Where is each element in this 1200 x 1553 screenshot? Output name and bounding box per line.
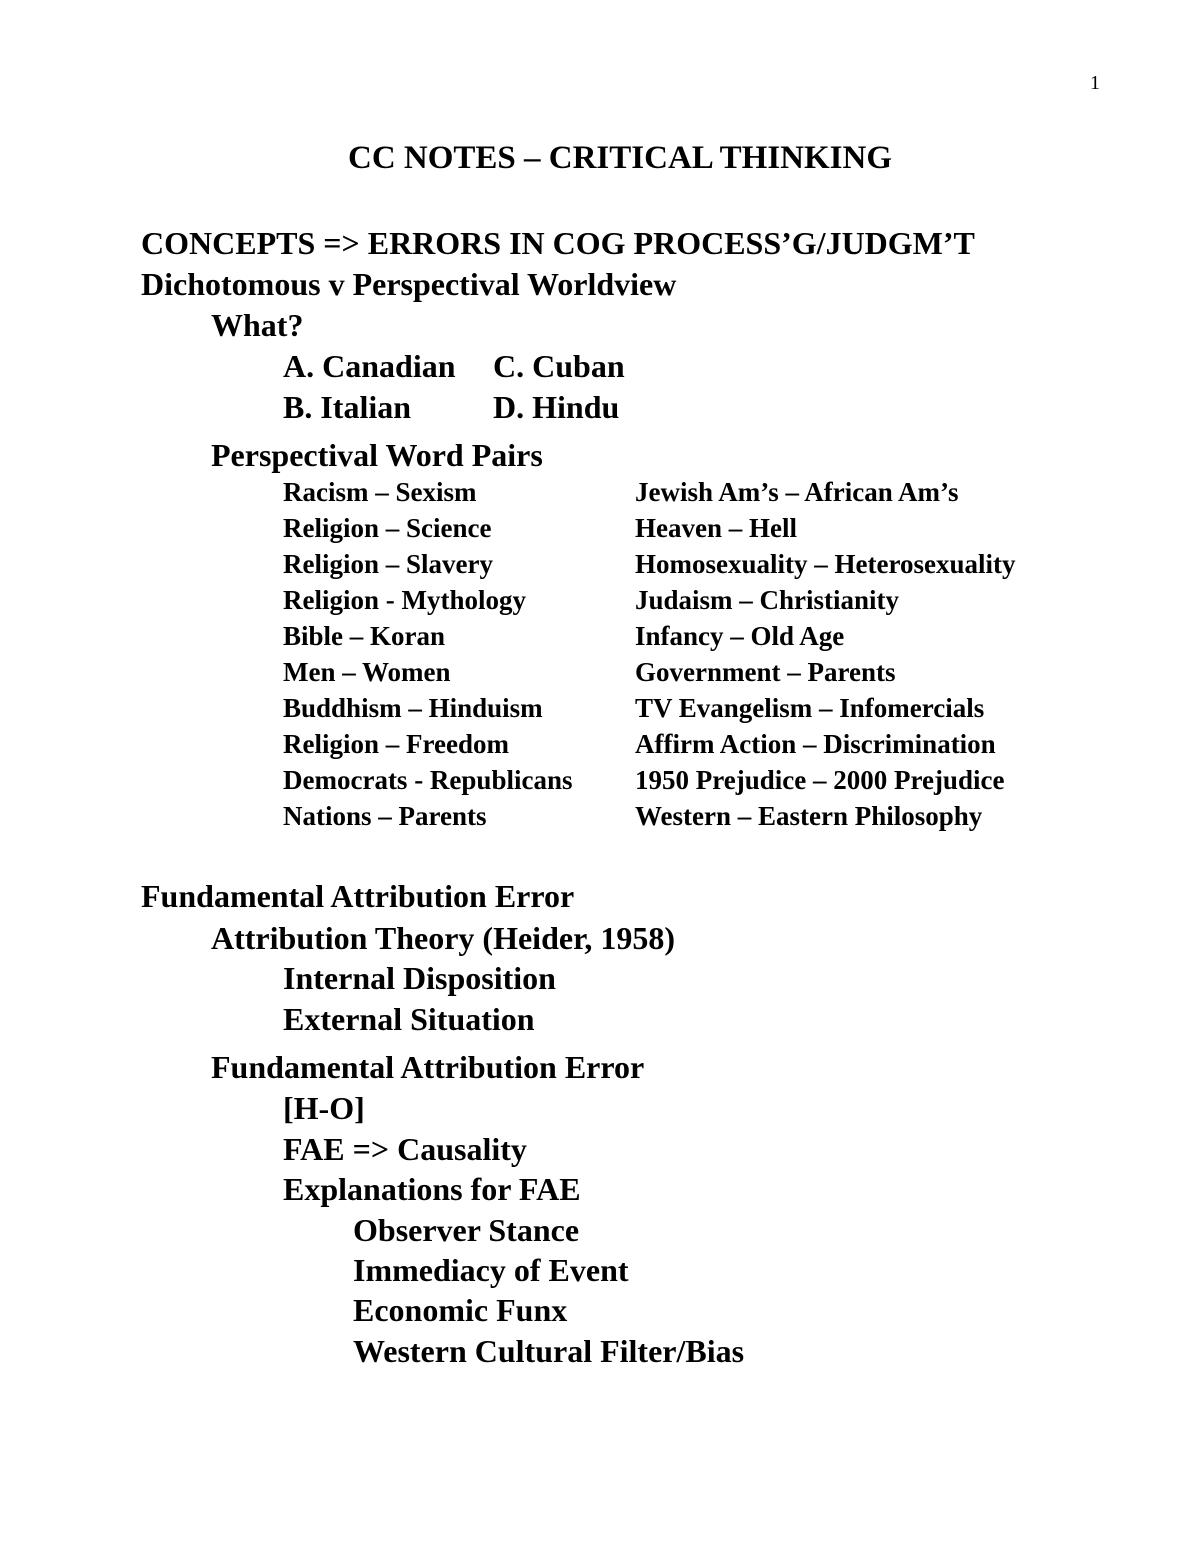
attribution-theory: Attribution Theory (Heider, 1958): [211, 920, 675, 956]
option-a: A. Canadian: [283, 348, 456, 384]
pair-left: Bible – Koran: [283, 621, 446, 651]
worldview-subheading: Dichotomous v Perspectival Worldview: [141, 266, 677, 302]
fae-subheading: Fundamental Attribution Error: [211, 1049, 645, 1085]
explanation-item: Immediacy of Event: [353, 1252, 629, 1288]
pair-left: Religion – Science: [283, 513, 492, 543]
document-title: CC NOTES – CRITICAL THINKING: [347, 140, 893, 176]
theory-item: Internal Disposition: [283, 960, 556, 996]
pair-right: Affirm Action – Discrimination: [635, 729, 996, 759]
pair-left: Buddhism – Hinduism: [283, 693, 543, 723]
fae-item: FAE => Causality: [283, 1131, 527, 1167]
option-c: C. Cuban: [493, 348, 625, 384]
what-question: What?: [211, 307, 304, 343]
pair-right: Western – Eastern Philosophy: [635, 801, 983, 831]
pair-right: Homosexuality – Heterosexuality: [635, 549, 1016, 579]
option-d: D. Hindu: [493, 389, 620, 425]
theory-item: External Situation: [283, 1001, 535, 1037]
pair-left: Men – Women: [283, 657, 451, 687]
pair-right: Heaven – Hell: [635, 513, 797, 543]
page-number: 1: [1090, 72, 1100, 94]
pair-left: Democrats - Republicans: [283, 765, 573, 795]
option-b: B. Italian: [283, 389, 412, 425]
pair-right: 1950 Prejudice – 2000 Prejudice: [635, 765, 1005, 795]
pair-left: Nations – Parents: [283, 801, 487, 831]
explanation-item: Western Cultural Filter/Bias: [353, 1333, 745, 1369]
pair-right: Jewish Am’s – African Am’s: [635, 477, 959, 507]
explanation-item: Economic Funx: [353, 1292, 568, 1328]
pair-right: TV Evangelism – Infomercials: [635, 693, 985, 723]
fae-section-heading: Fundamental Attribution Error: [141, 878, 575, 914]
pair-right: Infancy – Old Age: [635, 621, 845, 651]
pair-left: Racism – Sexism: [283, 477, 477, 507]
pair-left: Religion – Freedom: [283, 729, 509, 759]
pair-right: Judaism – Christianity: [635, 585, 900, 615]
fae-item: Explanations for FAE: [283, 1171, 581, 1207]
concepts-heading: CONCEPTS => ERRORS IN COG PROCESS’G/JUDGM’T: [141, 225, 975, 261]
pair-right: Government – Parents: [635, 657, 896, 687]
fae-item: [H-O]: [283, 1090, 365, 1126]
pair-left: Religion - Mythology: [283, 585, 526, 615]
pairs-heading: Perspectival Word Pairs: [211, 437, 543, 473]
explanation-item: Observer Stance: [353, 1212, 580, 1248]
pair-left: Religion – Slavery: [283, 549, 493, 579]
